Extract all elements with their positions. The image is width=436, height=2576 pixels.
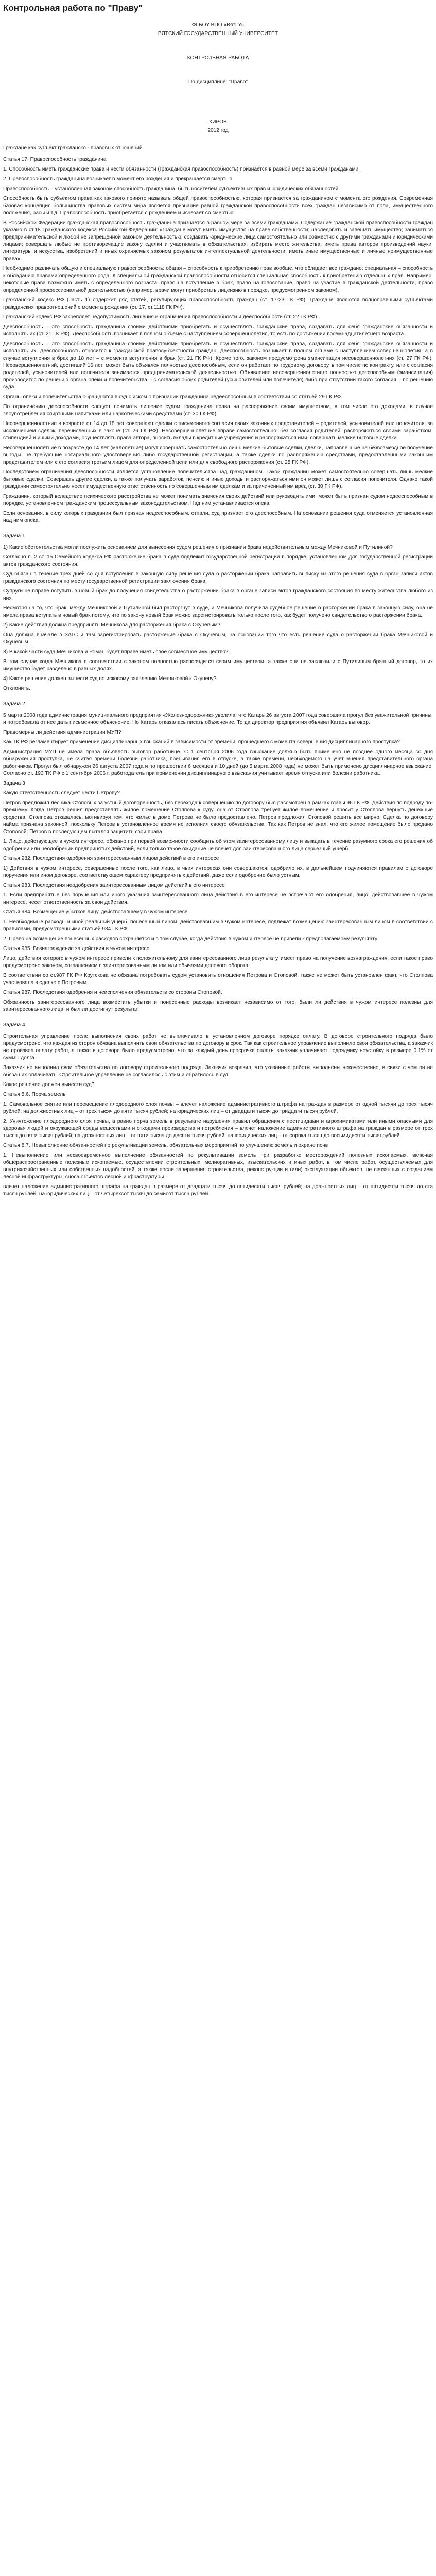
paragraph: Обязанность заинтересованного лица возместить убытки и понесенные расходы возникает независимо от того, были ли действия в чужом интересе полезны для заинтересованного лица, и был ли достигнут результат. — [3, 999, 433, 1012]
paragraph: Статья 17. Правоспособность гражданина — [3, 157, 107, 162]
paragraph: В том случае когда Мечникова в соответствии с законом полностью распорядится своим имуществом, а также они не заключили с Путилиным брачный договор, то их имущество будет разделено в равных долях. — [3, 659, 433, 672]
paragraph: влечет наложение административного штрафа на граждан в размере от двадцати тысяч до пятидесяти тысяч рублей; на должностных лиц – от пятидесяти тысяч до ста тысяч рублей; на юридических лиц – от четырехсот тысяч до семисот тысяч рублей. — [3, 1184, 433, 1197]
paragraph: Статья 984. Возмещение убытков лицу, действовавшему в чужом интересе — [3, 909, 188, 915]
document-title: Контрольная работа по "Праву" — [3, 3, 143, 13]
paragraph: Заказчик не выполнил свои обязательства по договору строительного подряда. Заказчик возразил, что указанные работы выполнены некачественно, в связи с чем он не обязан их оплачивать. Строительное управление не согласилось с этим и обратилось в суд. — [3, 1065, 433, 1078]
paragraph: По ограничению дееспособности следует понимать лишение судом гражданина права на распоряжение своим имуществом, в том числе его доходами, в случае злоупотребления спиртными напитками или наркотическими средствами (ст. 30 ГК РФ). — [3, 404, 433, 417]
year: 2012 год — [207, 128, 229, 133]
title-page — [3, 22, 433, 134]
paragraph: 1) Действия в чужом интересе, совершенные после того, как лицо, в чьих интересах они совершаются, одобрило их, в дальнейшем подчиняются правилам о договоре поручения или ином договоре, соответствующем характеру предпринятых действий, даже если одобрение было устным. — [3, 866, 433, 878]
section-heading: Задача 2 — [3, 701, 25, 707]
paragraph: 1) Какие обстоятельства могли послужить основанием для вынесения судом решения о признании брака недействительным между Мечниковой и Путилиной? — [3, 545, 393, 550]
section — [3, 533, 433, 692]
paragraph: Как ТК РФ регламентирует применение дисциплинарных взысканий в зависимости от времени, прошедшего с момента совершения дисциплинарного проступка? — [3, 739, 400, 745]
section — [3, 145, 433, 524]
paragraph: Несмотря на то, что брак, между Мечниковой и Путилиной был расторгнут в суде, и Мечникова получила судебное решение о расторжении брака в законную силу, она не имела права вступать в новый брак потому, что по закону новый брак можно зарегистрировать только после того, как будет получено свидетельство о расторжении брака. — [3, 605, 433, 618]
document-body — [0, 22, 436, 1198]
paragraph: В соответствии со ст.987 ГК РФ Крутскова не обязана потребовать судом установить отношения Петрова и Стоповой, также не может быть установлен факт, что Столпова участвовала в сделке с Петровым. — [3, 973, 433, 986]
paragraph: Отклонить. — [3, 686, 31, 691]
paragraph: Какую ответственность следует нести Петрову? — [3, 790, 120, 796]
paragraph: В Российской Федерации гражданская правоспособность гражданина признается в равной мере за всеми гражданами. Содержание гражданской правоспособности граждан указано в ст.18 Гражданского кодекса Российской Федерации: «граждане могут иметь имущество на праве собственности; наследовать и завещать имущество; заниматься предпринимательской и любой не запрещенной законом деятельностью; создавать юридические лица самостоятельно или совместно с другими гражданами и юридическими лицами; совершать любые не противоречащие закону сделки и участвовать в обязательствах; избирать место жительства; иметь права авторов произведений науки, литературы и искусства, изобретений и иных охраняемых законом результатов интеллектуальной деятельности; иметь иные имущественные и личные неимущественные права». — [3, 220, 433, 262]
paragraph: 5 марта 2008 года администрация муниципального предприятия «Железнодорожник» уволила, что Катарь 26 августа 2007 года совершила прогул без уважительной причины, и потребовала от нее дать письменное объяснение. Но Катарь отказалась писать объяснение. Тогда директор предприятия объявил Катарь выговор. — [3, 713, 433, 725]
section-heading: Задача 4 — [3, 1022, 25, 1028]
paragraph: Петров предложил лесника Стоповых за устный договоренность, без перехода к совершению по договору был рассмотрен в рамках главы 96 ГК РФ. Действия по подряду по-прежнему. Когда Петров решил предоставлять жилое помещение Столпова к суду, она от Столпова требует жилое помещение и просит у Столпова вернуть денежные средства. Столпова отказалась, мотивируя тем, что жилье в доме Петрова не было предоставлено. Петров предложил Стоповой решить все мирно. Сделка по договору найма признана законной, поскольку Петров в установленное время не исполнил своего обязательства. Так как Петров не знал, что его жилое помещение было продано Стоповой, Петров в последующем пытался защитить свои права. — [3, 800, 433, 835]
work-type: КОНТРОЛЬНАЯ РАБОТА — [187, 55, 249, 61]
paragraph: Согласно п. 2 ст. 15 Семейного кодекса РФ расторжение брака в суде подлежит государственной регистрации в порядке, установленном для государственной регистрации актов гражданского состояния. — [3, 554, 433, 567]
paragraph: 4) Какое решение должен вынести суд по исковому заявлению Мечниковой к Окуневу? — [3, 676, 217, 682]
paragraph: 1. Если предпринятые без поручения или иного указания заинтересованного лица действия в его интересе не встречают его одобрения, лицо, действовавшее в чужом интересе, несет ответственность за свои действия. — [3, 892, 433, 905]
paragraph: Она должна вначале в ЗАГС и там зарегистрировать расторжение брака с Окуневым, на основании того что есть решение суда о расторжении брака Мечниковой и Окуневым. — [3, 632, 433, 645]
paragraph: Последствием ограничения дееспособности является установление попечительства над гражданином. Такой гражданин может самостоятельно совершать лишь мелкие бытовые сделки. Совершать другие сделки, а также получать заработок, пенсию и иные доходы и распоряжаться ими он может лишь с согласия попечителя. Однако такой гражданин самостоятельно несет имущественную ответственность по совершенным им сделкам и за причиненный им вред (ст. 30 ГК РФ). — [3, 469, 433, 489]
paragraph: Если основания, в силу которых гражданин был признан недееспособным, отпали, суд признает его дееспособным. На основании решения суда отменяется установленная над ним опека. — [3, 511, 433, 523]
paragraph: Статья 985. Вознаграждение за действия в чужом интересе — [3, 946, 150, 952]
paragraph: Супруги не вправе вступить в новый брак до получения свидетельства о расторжении брака в органе записи актов гражданского состояния по месту жительства любого из них. — [3, 588, 433, 601]
paragraph: Правоспособность – установленная законом способность гражданина, быть носителем субъективных прав и юридических обязанностей. — [3, 186, 340, 192]
paragraph: Лицо, действия которого в чужом интересе привели к положительному для заинтересованного лица результату, имеет право на получение вознаграждения, если такое право предусмотрено законом, соглашением с заинтересованным лицом или обычаями делового оборота. — [3, 956, 433, 969]
paragraph: Статья 8.7. Невыполнение обязанностей по рекультивации земель, обязательных мероприятий по улучшению земель и охране почв — [3, 1143, 328, 1148]
discipline: По дисциплине: "Право" — [188, 79, 248, 85]
university-name: ВЯТСКИЙ ГОСУДАРСТВЕННЫЙ УНИВЕРСИТЕТ — [158, 31, 278, 37]
sections-container — [3, 145, 433, 1198]
paragraph: 3) В какой части суда Мечникова и Роман будет вправе иметь свое совместное имущество? — [3, 649, 229, 655]
paragraph: Суд обязан в течение трех дней со дня вступления в законную силу решения суда о расторжении брака направить выписку из этого решения суда в орган записи актов гражданского состояния по месту государственной регистрации заключения брака. — [3, 571, 433, 584]
paragraph: 1. Способность иметь гражданские права и нести обязанности (гражданская правоспособность) признается в равной мере за всеми гражданами. — [3, 166, 360, 172]
paragraph: Статья 987. Последствия одобрения и неисполнения обязательств со стороны Стоповой. — [3, 990, 222, 995]
document-subtitle — [0, 15, 436, 21]
paragraph: Администрация МУП не имела права объявлять выговор работнице. С 1 сентября 2006 года взыскание должно быть применено не позднее одного месяца со дня обнаружения проступка, не считая времени болезни работника, пребывания его в отпуске, а также времени, необходимого на учет мнения представительного органа работников. Прогул был обнаружен 26 августа 2007 года и по прошествии 6 месяцев и 10 дней (до 5 марта 2008 года) не может быть применено дисциплинарное взыскание. Согласно ст. 193 ТК РФ с 1 сентября 2006 г. работодатель при применении дисциплинарного взыскания учитывает время отпуска или болезни работника. — [3, 749, 433, 776]
paragraph: 1. Лицо, действующее в чужом интересе, обязано при первой возможности сообщить об этом заинтересованному лицу и выждать в течение разумного срока его решения об одобрении или неодобрении предпринятых действий, если только такое ожидание не влечет для заинтересованного лица серьезный ущерб. — [3, 839, 433, 852]
paragraph: Органы опеки и попечительства обращаются в суд с иском о признании гражданина недееспособным в соответствии со статьёй 29 ГК РФ. — [3, 394, 343, 400]
paragraph: Правомерны ли действия администрации МУП? — [3, 730, 121, 735]
paragraph: 1. Самовольное снятие или перемещение плодородного слоя почвы – влечет наложение административного штрафа на граждан в размере от одной тысячи до трех тысяч рублей; на должностных лиц – от трех тысяч до пяти тысяч рублей; на юридических лиц – от двадцати тысяч до тридцати тысяч рублей. — [3, 1101, 433, 1114]
paragraph: 2. Право на возмещение понесенных расходов сохраняется и в том случае, когда действия в чужом интересе не привели к предполагаемому результату. — [3, 936, 378, 942]
city: КИРОВ — [209, 119, 227, 125]
section-heading: Задача 1 — [3, 533, 25, 539]
paragraph: Строительная управление после выполнения своих работ не выплачивало в установленном договоре порядке оплату. В договоре строительного подряда было предусмотрено, что каждая из сторон обязана выполнить свои обязательства по договору в срок. Так как строительное управление выполнило свои обязательства, а заказчик не произвел оплату работ, а также в договоре было предусмотрено, что за каждый день просрочки оплаты заказчик уплачивает подрядчику неустойку в размере 0,1% от суммы долга. — [3, 1033, 433, 1061]
university-line: ФГБОУ ВПО «ВятГУ» — [191, 22, 245, 28]
paragraph: 2. Уничтожение плодородного слоя почвы, а равно порча земель в результате нарушения правил обращения с пестицидами и агрохимикатами или иными опасными для здоровья людей и окружающей среды веществами и отходами производства и потребления – влечет наложение административного штрафа на граждан в размере от трех тысяч до пяти тысяч рублей; на должностных лиц – от пяти тысяч до десяти тысяч рублей; на юридических лиц – от сорока тысяч до восьмидесяти тысяч рублей. — [3, 1118, 433, 1139]
paragraph: Несовершеннолетние в возрасте до 14 лет (малолетние) могут совершать самостоятельно лишь мелкие бытовые сделки, сделки, направленные на безвозмездное получение выгоды, не требующие нотариального удостоверения либо государственной регистрации, а также сделки по распоряжению средствами, предоставленными законным представителем или с его согласия третьим лицом для определенной цели или для свободного распоряжения (ст. 28 ГК РФ). — [3, 445, 433, 465]
section — [3, 1022, 433, 1198]
paragraph: Статья 982. Последствия одобрения заинтересованным лицом действий в его интересе — [3, 856, 219, 861]
paragraph: Несовершеннолетние в возрасте от 14 до 18 лет совершают сделки с письменного согласия своих законных представителей – родителей, усыновителей или попечителя, за исключением сделок, перечисленных в законе (ст. 26 ГК РФ). Несовершеннолетние вправе самостоятельно, без согласия родителей, распоряжаться своими заработком, стипендией и иными доходами, осуществлять права автора, вносить вклады в кредитные учреждения и распоряжаться ими, совершать мелкие бытовые сделки. — [3, 421, 433, 441]
paragraph: Способность быть субъектом права как такового принято называть общей правоспособностью, которая признается за гражданином с момента его рождения. Современная базовая концепция большинства правовых систем мира является признание равной гражданской правоспособности всех граждан независимо от пола, имущественного положения, расы и т.д. Правоспособность приобретается с рождением и исчезает со смертью. — [3, 196, 433, 216]
paragraph: Какое решение должен вынести суд? — [3, 1082, 95, 1088]
paragraph: Гражданин, который вследствие психического расстройства не может понимать значения своих действий или руководить ими, может быть признан судом недееспособным в порядке, установленном гражданским процессуальным законодательством. Над ним устанавливается опека. — [3, 494, 433, 506]
paragraph: 2. Правоспособность гражданина возникает в момент его рождения и прекращается смертью. — [3, 176, 234, 182]
paragraph: Задача 3 — [3, 781, 25, 786]
paragraph: 2) Какие действия должна предпринять Мечникова для расторжения брака с Окуневым? — [3, 622, 221, 628]
paragraph: 1. Необходимые расходы и иной реальный ущерб, понесенный лицом, действовавшим в чужом интересе, подлежат возмещению заинтересованным лицом в соответствии с правилами, предусмотренными статьей 984 ГК РФ. — [3, 919, 433, 932]
paragraph: Дееспособность – это способность гражданина своими действиями приобретать и осуществлять гражданские права, создавать для себя гражданские обязанности и исполнять их. Дееспособность относится к гражданской правосубъектности граждан. Дееспособность возникает в полном объеме с наступлением совершеннолетия, а в случае вступления в брак до 18 лет – с момента вступления в брак (ст. 21 ГК РФ). Кроме того, законом предусмотрена эмансипация несовершеннолетних (ст. 27 ГК РФ). Несовершеннолетний, достигший 16 лет, может быть объявлен полностью дееспособным, если он работает по трудовому договору, в том числе по контракту, или с согласия родителей, усыновителей или попечителя занимается предпринимательской деятельностью. Объявление несовершеннолетнего полностью дееспособным (эмансипация) производится по решению органа опеки и попечительства – с согласия обоих родителей (усыновителей или попечителя) либо при отсутствии такого согласия – по решению суда. — [3, 341, 433, 390]
paragraph: Дееспособность – это способность гражданина своими действиями приобретать и осуществлять гражданские права, создавать для себя гражданские обязанности и исполнять их (ст. 21 ГК РФ). Дееспособность возникает в полном объеме с наступлением совершеннолетия, то есть по достижении восемнадцатилетнего возраста. — [3, 324, 433, 337]
paragraph: Статья 8.6. Порча земель — [3, 1092, 66, 1097]
paragraph: Необходимо различать общую и специальную правоспособность: общая – способность к приобретению прав вообще, что обладает все граждане; специальная – способность к обладанию правами определенного рода. К специальной гражданской правоспособности относится специальная способность к приобретению отдельных прав. Например, некоторые права возможно иметь с определенного возраста: право на вступление в брак, право на голосование, право на участие в гражданской деятельности, право определенной профессиональной деятельностью (например, врачи могут приобретать лицензию в порядке, предусмотренном законом). — [3, 266, 433, 293]
section-heading: Граждане как субъект гражданско - правовых отношений. — [3, 145, 144, 151]
section — [3, 701, 433, 1013]
paragraph: Гражданский кодекс РФ (часть 1) содержит ряд статей, регулирующих правоспособность граждан (ст. 17-23 ГК РФ). Граждане являются полноправными субъектами гражданских правоотношений с момента рождения (ст. 17, ст.1118 ГК РФ). — [3, 297, 433, 310]
paragraph: Гражданский кодекс РФ закрепляет недопустимость лишения и ограничения правоспособности и дееспособности (ст. 22 ГК РФ). — [3, 314, 319, 320]
paragraph: 1. Невыполнение или несвоевременное выполнение обязанностей по рекультивации земель при разработке месторождений полезных ископаемых, включая общераспространенные полезные ископаемые, осуществлении строительных, мелиоративных, изыскательских и иных работ, в том числе работ, осуществляемых для внутрихозяйственных или собственных надобностей, а также после завершения строительства, реконструкции и (или) эксплуатации объектов, не связанных с созданием лесной инфраструктуры, сноса объектов лесной инфраструктуры – — [3, 1153, 433, 1180]
paragraph: Статья 983. Последствия неодобрения заинтересованным лицом действий в его интересе — [3, 883, 225, 888]
